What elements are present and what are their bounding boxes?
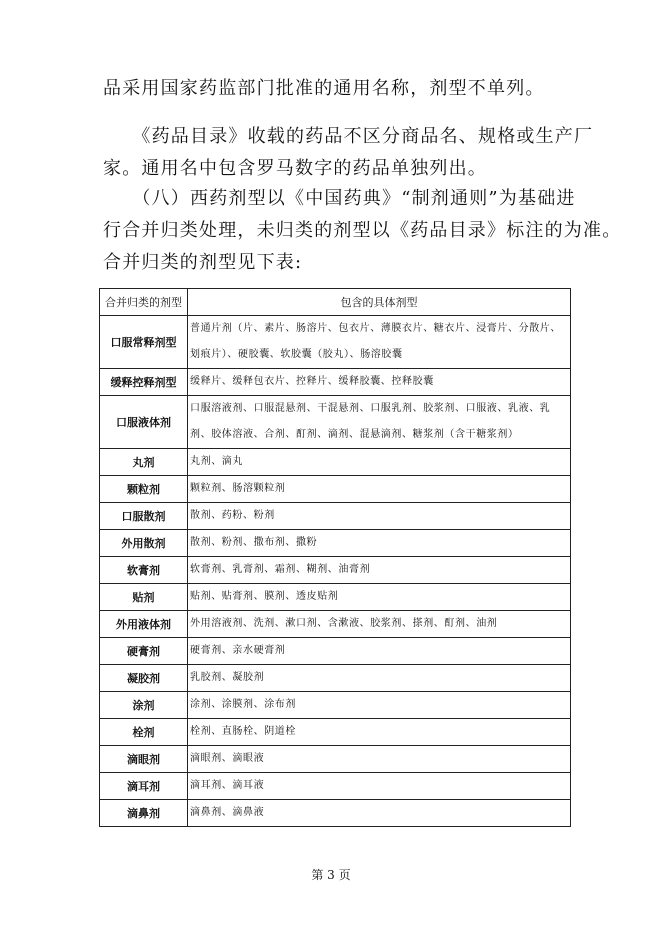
row-category: 缓释控释剂型: [100, 369, 188, 396]
table-row: [100, 719, 571, 746]
paragraph-dosage-form-rule: [103, 183, 622, 279]
row-category: 口服常释剂型: [100, 316, 188, 369]
table-row: [100, 396, 571, 449]
table-row: [100, 665, 571, 692]
row-items: 丸剂、滴丸: [188, 449, 571, 476]
row-items: 散剂、药粉、粉剂: [188, 503, 571, 530]
table-row: [100, 692, 571, 719]
paragraph-drug-catalog-note: [103, 121, 594, 185]
row-items: 普通片剂（片、素片、肠溶片、包衣片、薄膜衣片、糖衣片、浸膏片、分散片、划痕片）、硬胶囊、软胶囊（胶丸）、肠溶胶囊: [188, 316, 571, 369]
table-row: [100, 530, 571, 557]
paragraph-line: 行合并归类处理，未归类的剂型以《药品目录》标注的为准。: [103, 220, 622, 241]
table-row: [100, 316, 571, 369]
row-items: 涂剂、涂膜剂、涂布剂: [188, 692, 571, 719]
row-category: 滴鼻剂: [100, 800, 188, 827]
row-items: 滴鼻剂、滴鼻液: [188, 800, 571, 827]
row-items: 散剂、粉剂、撒布剂、撒粉: [188, 530, 571, 557]
table-row: [100, 611, 571, 638]
row-category: 外用液体剂: [100, 611, 188, 638]
row-category: 丸剂: [100, 449, 188, 476]
row-items: 软膏剂、乳膏剂、霜剂、糊剂、油膏剂: [188, 557, 571, 584]
paragraph-line: 合并归类的剂型见下表:: [103, 252, 303, 273]
dosage-form-table: [99, 288, 571, 827]
row-category: 栓剂: [100, 719, 188, 746]
row-items: 栓剂、直肠栓、阴道栓: [188, 719, 571, 746]
row-category: 颗粒剂: [100, 476, 188, 503]
row-category: 涂剂: [100, 692, 188, 719]
row-category: 凝胶剂: [100, 665, 188, 692]
row-category: 软膏剂: [100, 557, 188, 584]
table-header-row: [100, 289, 571, 316]
row-items: 滴耳剂、滴耳液: [188, 773, 571, 800]
row-category: 外用散剂: [100, 530, 188, 557]
header-category: 合并归类的剂型: [100, 289, 188, 316]
row-category: 口服液体剂: [100, 396, 188, 449]
row-items: 乳胶剂、凝胶剂: [188, 665, 571, 692]
row-category: 滴耳剂: [100, 773, 188, 800]
row-items: 外用溶液剂、洗剂、漱口剂、含漱液、胶浆剂、搽剂、酊剂、油剂: [188, 611, 571, 638]
row-category: 滴眼剂: [100, 746, 188, 773]
row-items: 滴眼剂、滴眼液: [188, 746, 571, 773]
table-row: [100, 449, 571, 476]
table-row: [100, 476, 571, 503]
table-row: [100, 557, 571, 584]
table-row: [100, 503, 571, 530]
paragraph-line: 家。通用名中包含罗马数字的药品单独列出。: [103, 158, 487, 179]
header-items: 包含的具体剂型: [188, 289, 571, 316]
row-items: 缓释片、缓释包衣片、控释片、缓释胶囊、控释胶囊: [188, 369, 571, 396]
table-row: [100, 773, 571, 800]
page-number: 第 3 页: [311, 868, 351, 882]
row-items: 硬膏剂、亲水硬膏剂: [188, 638, 571, 665]
row-items: 口服溶液剂、口服混悬剂、干混悬剂、口服乳剂、胶浆剂、口服液、乳液、乳剂、胶体溶液、合剂、酊剂、滴剂、混悬滴剂、糖浆剂（含干糖浆剂）: [188, 396, 571, 449]
row-category: 贴剂: [100, 584, 188, 611]
table-row: [100, 638, 571, 665]
row-category: 硬膏剂: [100, 638, 188, 665]
row-items: 颗粒剂、肠溶颗粒剂: [188, 476, 571, 503]
paragraph-line: 《药品目录》收载的药品不区分商品名、规格或生产厂: [103, 126, 594, 147]
table-row: [100, 584, 571, 611]
paragraph-line: （八）西药剂型以《中国药典》“制剂通则”为基础进: [103, 188, 576, 209]
table-row: [100, 746, 571, 773]
row-category: 口服散剂: [100, 503, 188, 530]
table-row: [100, 369, 571, 396]
table-row: [100, 800, 571, 827]
paragraph-continuation: [103, 73, 573, 105]
row-items: 贴剂、贴膏剂、膜剂、透皮贴剂: [188, 584, 571, 611]
paragraph-line: 品采用国家药监部门批准的通用名称，剂型不单列。: [103, 78, 545, 99]
